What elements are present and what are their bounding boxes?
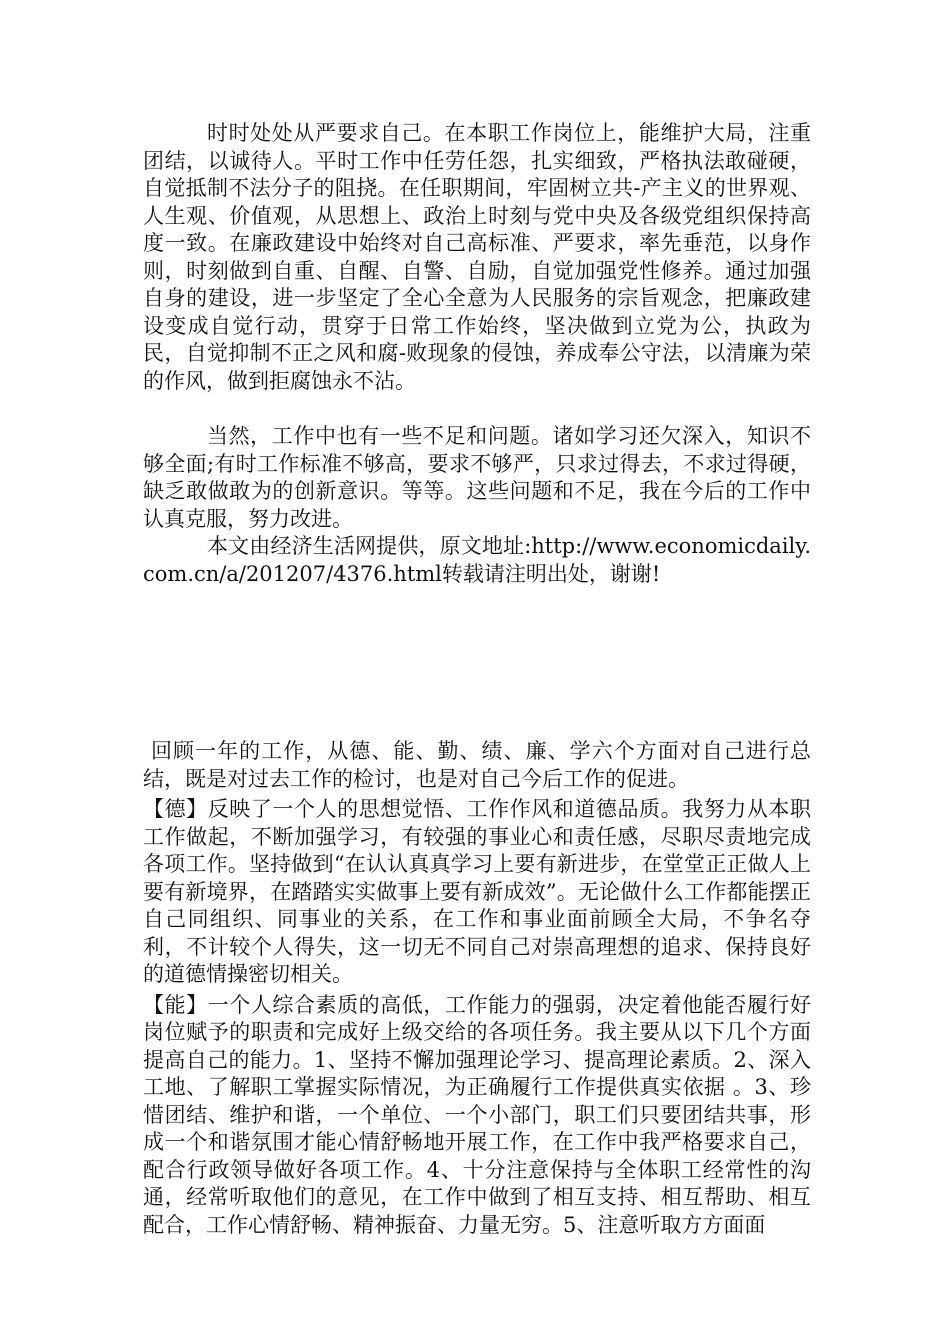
- paragraph-review-intro: 回顾一年的工作，从德、能、勤、绩、廉、学六个方面对自己进行总结，既是对过去工作的检讨，也是对自己今后工作的促进。: [143, 739, 811, 791]
- document-page: [143, 120, 811, 1242]
- section-spacer: [143, 588, 811, 738]
- section-annual-review: [143, 738, 811, 1239]
- section-self-discipline: [143, 120, 811, 588]
- paragraph-spacer: [143, 395, 811, 423]
- paragraph-ability: 【能】一个人综合素质的高低，工作能力的强弱，决定着他能否履行好岗位赋予的职责和完成好上级交给的各项任务。我主要从以下几个方面提高自己的能力。1、坚持不懈加强理论学习、提高理论素质。2、深入工地、了解职工掌握实际情况，为正确履行工作提供真实依据 。3、珍惜团结、维护和谐，一个单位、一个小部门，职工们只要团结共事，形成一个和谐氛围才能心情舒畅地开展工作，在工作中我严格要求自己，配合行政领导做好各项工作。4、十分注意保持与全体职工经常性的沟通，经常听取他们的意见，在工作中做到了相互支持、相互帮助、相互配合，工作心情舒畅、精神振奋、力量无穷。5、注意听取方方面面: [143, 992, 811, 1237]
- paragraph-shortcomings: 当然，工作中也有一些不足和问题。诸如学习还欠深入，知识不够全面;有时工作标准不够高，要求不够严，只求过得去，不求过得硬，缺乏敢做敢为的创新意识。等等。这些问题和不足，我在今后的工作中认真克服，努力改进。: [143, 424, 811, 531]
- paragraph-source-note: 本文由经济生活网提供，原文地址:http://www.economicdaily.com.cn/a/201207/4376.html转载请注明出处，谢谢!: [143, 534, 811, 586]
- paragraph-integrity: 时时处处从严要求自己。在本职工作岗位上，能维护大局，注重团结，以诚待人。平时工作中任劳任怨，扎实细致，严格执法敢碰硬，自觉抵制不法分子的阻挠。在任职期间，牢固树立共-产主义的世界观、人生观、价值观，从思想上、政治上时刻与党中央及各级党组织保持高度一致。在廉政建设中始终对自己高标准、严要求，率先垂范，以身作则，时刻做到自重、自醒、自警、自励，自觉加强党性修养。通过加强自身的建设，进一步坚定了全心全意为人民服务的宗旨观念，把廉政建设变成自觉行动，贯穿于日常工作始终，坚决做到立党为公，执政为民，自觉抑制不正之风和腐-败现象的侵蚀，养成奉公守法，以清廉为荣的作风，做到拒腐蚀永不沾。: [143, 121, 811, 393]
- paragraph-virtue: 【德】反映了一个人的思想觉悟、工作作风和道德品质。我努力从本职工作做起，不断加强学习，有较强的事业心和责任感，尽职尽责地完成各项工作。坚持做到“在认认真真学习上要有新进步，在堂堂正正做人上要有新境界，在踏踏实实做事上要有新成效”。无论做什么工作都能摆正自己同组织、同事业的关系，在工作和事业面前顾全大局，不争名夺利，不计较个人得失，这一切无不同自己对崇高理想的追求、保持良好的道德情操密切相关。: [143, 797, 811, 986]
